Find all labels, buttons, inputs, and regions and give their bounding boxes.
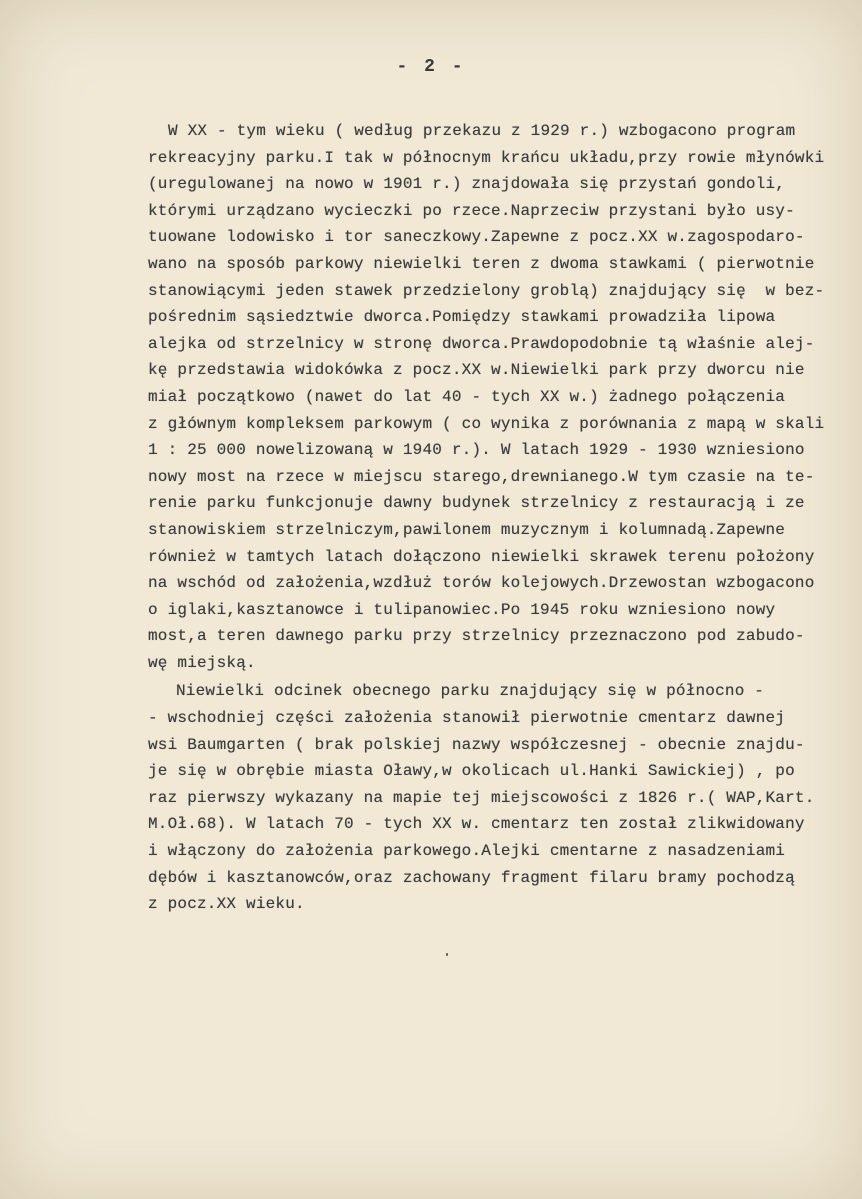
paragraph-2 — [148, 678, 848, 917]
text-line: na wschód od założenia,wzdłuż torów kolejowych.Drzewostan wzbogacono — [148, 574, 815, 593]
body-text — [148, 118, 848, 918]
page-number: - 2 - — [396, 57, 466, 77]
text-line: z głównym kompleksem parkowym ( co wynika z porównania z mapą w skali — [148, 414, 825, 433]
text-line: kę przedstawia widokówka z pocz.XX w.Niewielki park przy dworcu nie — [148, 361, 805, 380]
ink-speck — [446, 953, 448, 956]
text-line: raz pierwszy wykazany na mapie tej miejscowości z 1826 r.( WAP,Kart. — [148, 788, 815, 807]
text-line: nowy most na rzece w miejscu starego,drewnianego.W tym czasie na te- — [148, 467, 815, 486]
text-line: W XX - tym wieku ( według przekazu z 1929 r.) wzbogacono program — [168, 122, 796, 140]
text-line: - wschodniej części założenia stanowił pierwotnie cmentarz dawnej — [148, 709, 786, 728]
text-line: (uregulowanej na nowo w 1901 r.) znajdowała się przystań gondoli, — [148, 175, 786, 194]
text-line: wę miejską. — [148, 653, 256, 672]
text-line: most,a teren dawnego parku przy strzelnicy przeznaczono pod zabudo- — [148, 627, 805, 646]
text-line: renie parku funkcjonuje dawny budynek strzelnicy z restauracją i ze — [148, 494, 805, 513]
text-line: którymi urządzano wycieczki po rzece.Naprzeciw przystani było usy- — [148, 201, 795, 220]
text-line: 1 : 25 000 nowelizowaną w 1940 r.). W latach 1929 - 1930 wzniesiono — [148, 441, 805, 460]
text-line: z pocz.XX wieku. — [148, 895, 305, 914]
text-line: je się w obrębie miasta Oławy,w okolicach ul.Hanki Sawickiej) , po — [148, 762, 795, 781]
text-line: miał początkowo (nawet do lat 40 - tych XX w.) żadnego połączenia — [148, 387, 786, 406]
text-line: alejka od strzelnicy w stronę dworca.Prawdopodobnie tą właśnie alej- — [148, 334, 815, 353]
text-line: Niewielki odcinek obecnego parku znajdujący się w północno - — [176, 682, 765, 701]
text-line: o iglaki,kasztanowce i tulipanowiec.Po 1945 roku wzniesiono nowy — [148, 600, 776, 619]
text-line: i włączony do założenia parkowego.Alejki cmentarne z nasadzeniami — [148, 842, 786, 861]
text-line: wsi Baumgarten ( brak polskiej nazwy współczesnej - obecnie znajdu- — [148, 735, 805, 754]
text-line: M.Oł.68). W latach 70 - tych XX w. cmentarz ten został zlikwidowany — [148, 815, 805, 834]
text-line: stanowiącymi jeden stawek przedzielony groblą) znajdujący się w bez- — [148, 281, 825, 300]
text-line: rekreacyjny parku.I tak w północnym krańcu układu,przy rowie młynówki — [148, 148, 825, 167]
text-line: pośrednim sąsiedztwie dworca.Pomiędzy stawkami prowadziła lipowa — [148, 308, 776, 327]
text-line: dębów i kasztanowców,oraz zachowany fragment filaru bramy pochodzą — [148, 868, 795, 887]
paragraph-1 — [148, 118, 848, 676]
text-line: również w tamtych latach dołączono niewielki skrawek terenu położony — [148, 547, 815, 566]
text-line: stanowiskiem strzelniczym,pawilonem muzycznym i kolumnadą.Zapewne — [148, 520, 786, 539]
text-line: tuowane lodowisko i tor saneczkowy.Zapewne z pocz.XX w.zagospodaro- — [148, 228, 805, 247]
text-line: wano na sposób parkowy niewielki teren z dwoma stawkami ( pierwotnie — [148, 254, 815, 273]
